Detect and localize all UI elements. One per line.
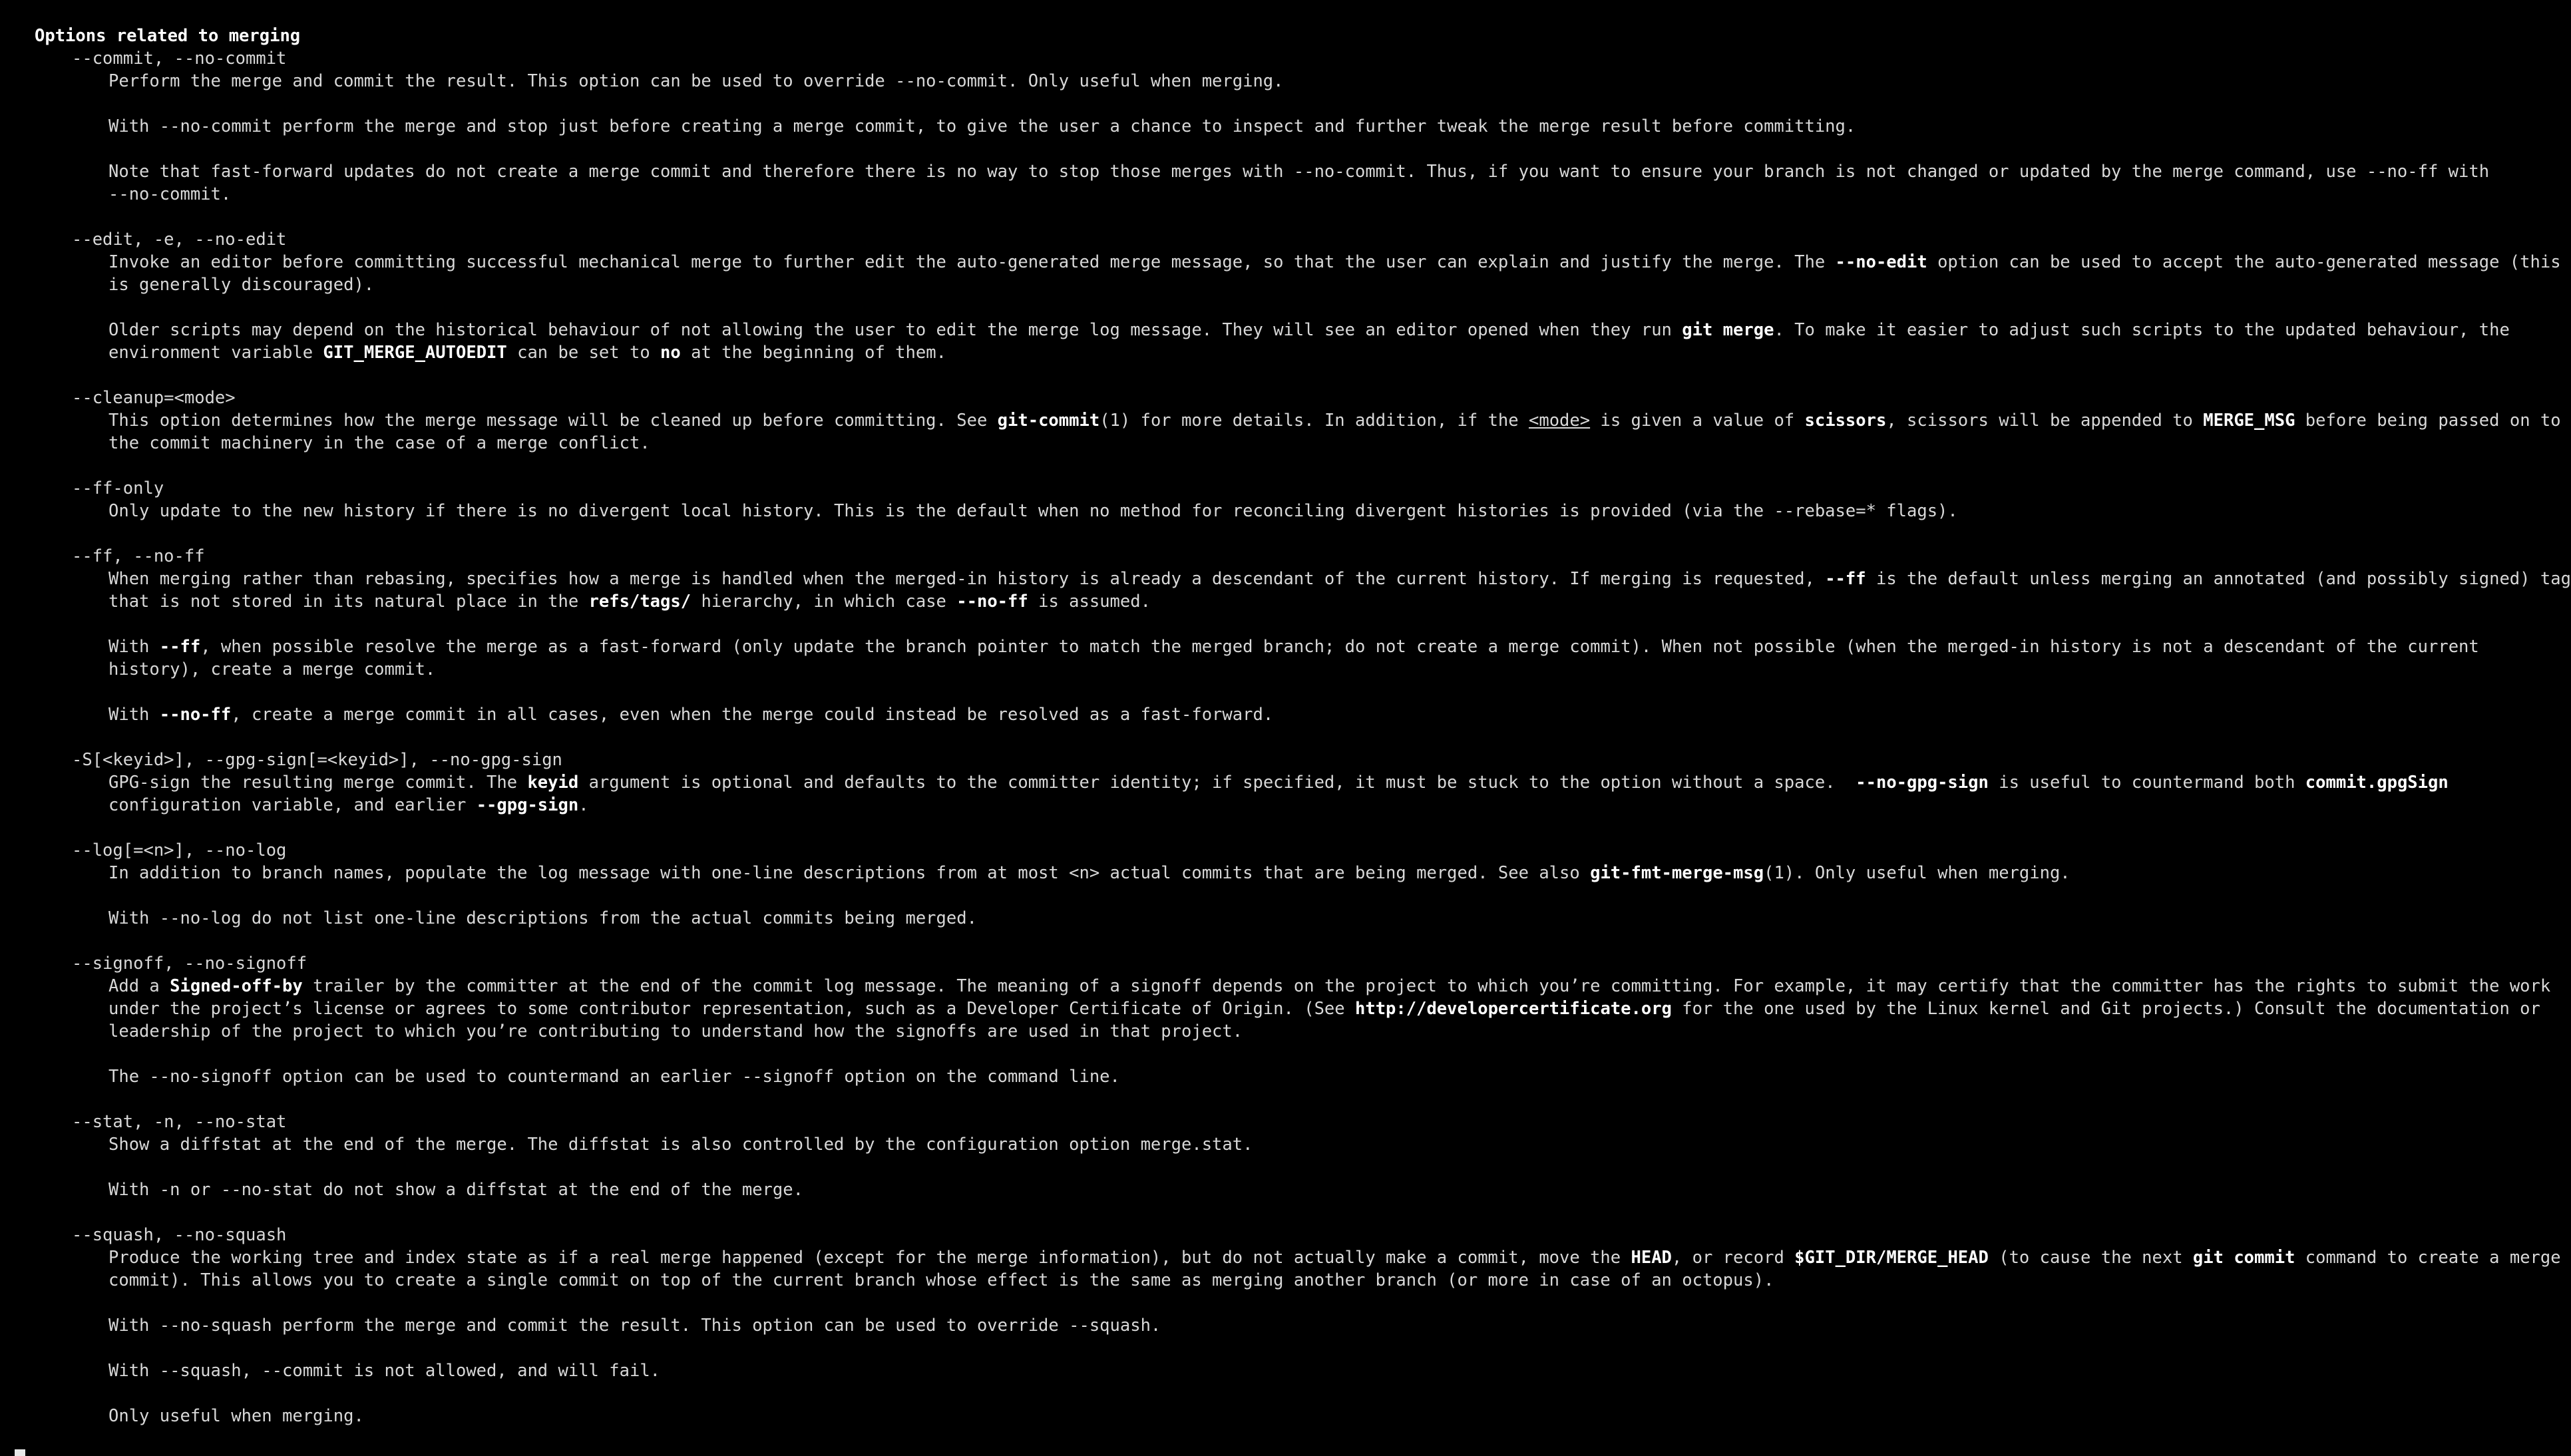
blank-line [35, 681, 2357, 703]
bold-term: $GIT_DIR/MERGE_HEAD [1794, 1248, 1989, 1268]
blank-line [35, 613, 2357, 636]
bold-term: GIT_MERGE_AUTOEDIT [323, 343, 507, 363]
option-description-line: With --no-ff, create a merge commit in all cases, even when the merge could instead be resolved as a fast-forward. [108, 705, 1274, 725]
option-description-line: Invoke an editor before committing successful mechanical merge to further edit the auto-generated merge message, so that the user can explain and justify the merge. The --no-edit option can be used to accept the auto-generated message (this [108, 252, 2561, 272]
option-description-line: history), create a merge commit. [108, 659, 436, 679]
option-entry [35, 1111, 2357, 1201]
option-description-line: --no-commit. [108, 184, 232, 204]
bold-term: --no-gpg-sign [1856, 773, 1989, 793]
bold-term: --no-ff [159, 705, 232, 725]
blank-line [35, 1382, 2357, 1405]
option-description-line: With --squash, --commit is not allowed, and will fail. [108, 1361, 661, 1381]
option-description-line: Only update to the new history if there is no divergent local history. This is the default when no method for reconciling divergent histories is provided (via the --rebase=* flags). [108, 501, 1958, 521]
bold-term: --no-edit [1835, 252, 1927, 272]
option-entry [35, 477, 2357, 522]
option-description-line: under the project’s license or agrees to some contributor representation, such as a Developer Certificate of Origin. (See http://developercertificate.org for the one used by the Linux kernel and Git projects.) Consult the documentation or [108, 999, 2540, 1019]
blank-line [35, 206, 2357, 228]
option-description-line: GPG-sign the resulting merge commit. The keyid argument is optional and defaults to the committer identity; if specified, it must be stuck to the option without a space. --no-gpg-sign is useful to countermand both commit.gpgSign [108, 773, 2449, 793]
bold-term: no [660, 343, 681, 363]
option-name: --stat, -n, --no-stat [72, 1112, 287, 1132]
bold-term: git-fmt-merge-msg [1590, 863, 1764, 883]
bold-term: HEAD [1631, 1248, 1672, 1268]
option-description-line: is generally discouraged). [108, 275, 375, 295]
section-title: Options related to merging [35, 26, 301, 46]
options-list [35, 47, 2571, 1427]
option-name: --ff, --no-ff [72, 546, 205, 566]
blank-line [35, 817, 2357, 839]
bold-term: --gpg-sign [476, 795, 579, 815]
option-description-line: commit). This allows you to create a single commit on top of the current branch whose effect is the same as merging another branch (or more in case of an octopus). [108, 1270, 1774, 1290]
blank-line [35, 296, 2357, 319]
option-description-line: With --no-commit perform the merge and stop just before creating a merge commit, to give the user a chance to inspect and further tweak the merge result before committing. [108, 116, 1856, 136]
bold-term: refs/tags/ [588, 592, 692, 612]
option-description-line: This option determines how the merge message will be cleaned up before committing. See git-commit(1) for more details. In addition, if the <mode> is given a value of scissors, scissors will be appended to MERGE_MSG before being passed on to [108, 411, 2561, 431]
option-description-line: The --no-signoff option can be used to countermand an earlier --signoff option on the command line. [108, 1067, 1120, 1087]
option-name: --cleanup=<mode> [72, 388, 236, 408]
option-description-line: Older scripts may depend on the historical behaviour of not allowing the user to edit the merge log message. They will see an editor opened when they run git merge. To make it easier to adjust such scripts to the updated behaviour, the [108, 320, 2510, 340]
terminal-cursor [15, 1449, 25, 1456]
option-description-line: that is not stored in its natural place in the refs/tags/ hierarchy, in which case --no-ff is assumed. [108, 592, 1151, 612]
option-description-line: Only useful when merging. [108, 1406, 364, 1426]
option-name: --signoff, --no-signoff [72, 954, 307, 974]
blank-line [35, 1088, 2357, 1111]
option-description-line: With --no-squash perform the merge and commit the result. This option can be used to override --squash. [108, 1316, 1161, 1336]
option-description-line: Produce the working tree and index state as if a real merge happened (except for the merge information), but do not actually make a commit, move the HEAD, or record $GIT_DIR/MERGE_HEAD (to cause the next git commit command to create a merge [108, 1248, 2561, 1268]
option-description-line: leadership of the project to which you’re contributing to understand how the signoffs are used in that project. [108, 1021, 1243, 1041]
blank-line [35, 1337, 2357, 1360]
option-description-line: With --no-log do not list one-line descriptions from the actual commits being merged. [108, 908, 977, 928]
blank-line [35, 1043, 2357, 1065]
blank-line [35, 1201, 2357, 1224]
blank-line [35, 522, 2357, 545]
bold-term: --no-ff [956, 592, 1028, 612]
bold-term: MERGE_MSG [2203, 411, 2295, 431]
blank-line [35, 92, 2357, 115]
bold-term: --ff [159, 637, 201, 657]
blank-line [35, 930, 2357, 952]
blank-line [35, 884, 2357, 907]
option-name: --commit, --no-commit [72, 49, 287, 69]
blank-line [35, 1156, 2357, 1179]
option-name: --edit, -e, --no-edit [72, 230, 287, 250]
option-description-line: In addition to branch names, populate the log message with one-line descriptions from at most <n> actual commits that are being merged. See also git-fmt-merge-msg(1). Only useful when merging. [108, 863, 2071, 883]
option-description-line: environment variable GIT_MERGE_AUTOEDIT can be set to no at the beginning of them. [108, 343, 946, 363]
option-description-line: With --ff, when possible resolve the merge as a fast-forward (only update the branch pointer to match the merged branch; do not create a merge commit). When not possible (when the merged-in history is not a descendant of the current [108, 637, 2479, 657]
bold-term: Signed-off-by [170, 976, 303, 996]
option-name: --squash, --no-squash [72, 1225, 287, 1245]
bold-term: git-commit [997, 411, 1100, 431]
option-description-line: Add a Signed-off-by trailer by the committer at the end of the commit log message. The meaning of a signoff depends on the project to which you’re committing. For example, it may certify that the committer has the rights to submit the work [108, 976, 2551, 996]
bold-term: keyid [527, 773, 579, 793]
bold-term: git merge [1682, 320, 1774, 340]
option-entry [35, 749, 2449, 817]
blank-line [35, 726, 2357, 749]
option-description-line: configuration variable, and earlier --gpg-sign. [108, 795, 589, 815]
option-description-line: Note that fast-forward updates do not create a merge commit and therefore there is no way to stop those merges with --no-commit. Thus, if you want to ensure your branch is not changed or updated by the merge command, use --no-ff with [108, 162, 2490, 182]
option-name: --ff-only [72, 478, 164, 498]
bold-term: --ff [1825, 569, 1866, 589]
blank-line [35, 455, 2357, 477]
terminal-output [35, 25, 2571, 1427]
option-entry [35, 47, 2490, 206]
bold-term: scissors [1804, 411, 1887, 431]
bold-term: commit.gpgSign [2305, 773, 2449, 793]
option-entry [35, 387, 2561, 455]
option-name: --log[=<n>], --no-log [72, 840, 287, 860]
blank-line [35, 364, 2357, 387]
option-description-line: Perform the merge and commit the result. This option can be used to override --no-commit. Only useful when merging. [108, 71, 1284, 91]
underlined-term: <mode> [1528, 411, 1591, 431]
option-description-line: Show a diffstat at the end of the merge. The diffstat is also controlled by the configuration option merge.stat. [108, 1135, 1253, 1155]
option-entry [35, 1224, 2561, 1427]
option-entry [35, 952, 2551, 1088]
option-name: -S[<keyid>], --gpg-sign[=<keyid>], --no-gpg-sign [72, 750, 562, 770]
bold-term: git commit [2192, 1248, 2295, 1268]
option-entry [35, 228, 2561, 364]
bold-term: http://developercertificate.org [1354, 999, 1672, 1019]
blank-line [35, 1292, 2357, 1314]
option-description-line: the commit machinery in the case of a merge conflict. [108, 433, 650, 453]
option-entry [35, 545, 2571, 726]
option-description-line: When merging rather than rebasing, specifies how a merge is handled when the merged-in history is already a descendant of the current history. If merging is requested, --ff is the default unless merging an annotated (and possibly signed) tag [108, 569, 2571, 589]
option-entry [35, 839, 2357, 930]
option-description-line: With -n or --no-stat do not show a diffstat at the end of the merge. [108, 1180, 803, 1200]
blank-line [35, 138, 2357, 160]
